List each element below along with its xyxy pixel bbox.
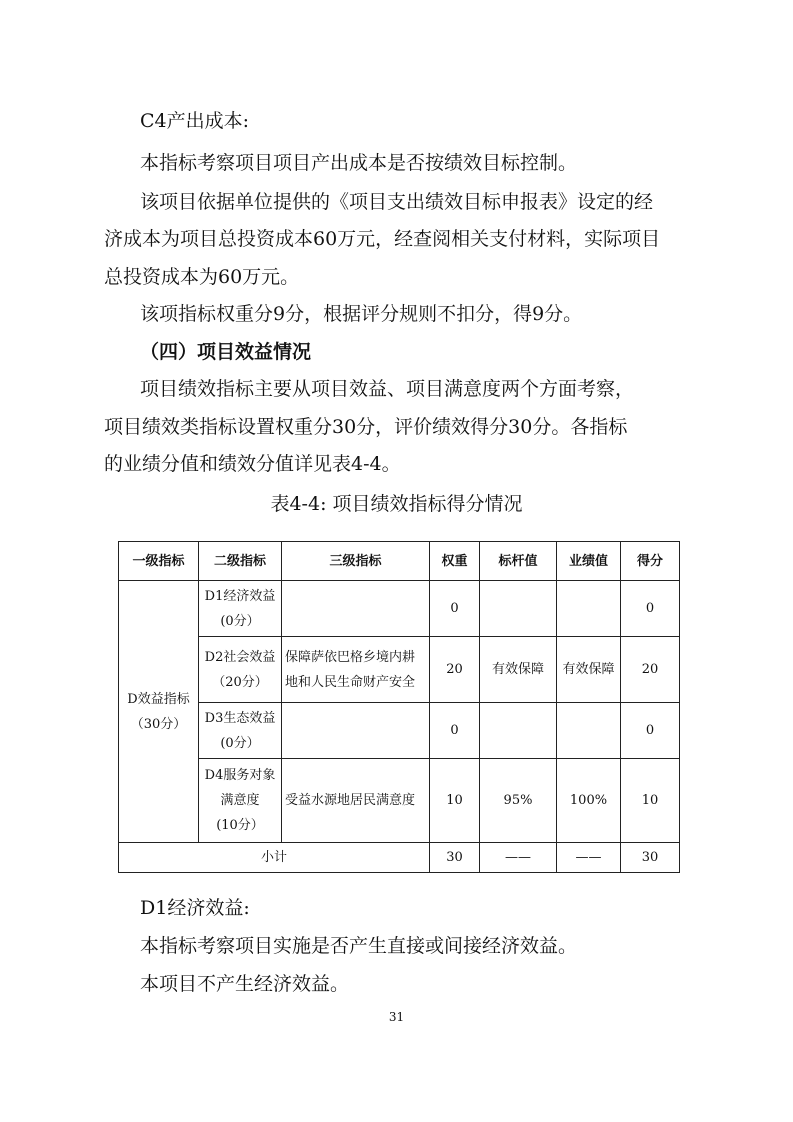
- level3-cell: 保障萨依巴格乡境内耕地和人民生命财产安全: [282, 637, 430, 703]
- header-weight: 权重: [430, 542, 480, 581]
- subtotal-row: [119, 843, 680, 873]
- section-intro-line-3: 的业绩分值和绩效分值详见表4-4。: [104, 453, 401, 475]
- level2-name: D1经济效益: [204, 588, 276, 604]
- weight-cell: 10: [430, 759, 480, 843]
- c4-title: C4产出成本:: [140, 110, 250, 132]
- c4-score: 该项指标权重分9分，根据评分规则不扣分，得9分。: [140, 303, 583, 325]
- level2-name: D4服务对象: [204, 768, 276, 783]
- target-cell: 有效保障: [480, 637, 557, 703]
- subtotal-weight: 30: [430, 843, 480, 873]
- score-cell: 20: [621, 637, 680, 703]
- level3-cell: [282, 703, 430, 759]
- actual-cell: [557, 703, 621, 759]
- level2-points-line2: (10分）: [216, 818, 264, 833]
- c4-detail-line-1: 该项目依据单位提供的《项目支出绩效目标申报表》设定的经: [140, 191, 654, 213]
- level1-name: D效益指标: [127, 691, 190, 707]
- table-caption: 表4-4: 项目绩效指标得分情况: [270, 493, 523, 515]
- target-cell: [480, 581, 557, 637]
- d1-description: 本指标考察项目实施是否产生直接或间接经济效益。: [140, 935, 578, 957]
- section-intro-line-2: 项目绩效类指标设置权重分30分，评价绩效得分30分。各指标: [104, 416, 628, 438]
- section-heading: （四）项目效益情况: [140, 341, 312, 363]
- performance-table: [118, 541, 680, 873]
- target-cell: 95%: [480, 759, 557, 843]
- c4-description: 本指标考察项目项目产出成本是否按绩效目标控制。: [140, 152, 578, 174]
- header-level1: 一级指标: [119, 542, 199, 581]
- level2-cell: [199, 637, 282, 703]
- score-cell: 0: [621, 703, 680, 759]
- table-row: [119, 637, 680, 703]
- table-row: [119, 581, 680, 637]
- page-number: 31: [388, 1010, 405, 1024]
- level3-cell: [282, 581, 430, 637]
- score-cell: 0: [621, 581, 680, 637]
- score-cell: 10: [621, 759, 680, 843]
- level2-points: (0分）: [220, 613, 260, 629]
- subtotal-score: 30: [621, 843, 680, 873]
- level2-points-line1: 满意度: [220, 793, 260, 808]
- target-cell: [480, 703, 557, 759]
- table-header-row: [119, 542, 680, 581]
- header-score: 得分: [621, 542, 680, 581]
- level2-cell: [199, 703, 282, 759]
- subtotal-label: 小计: [119, 843, 430, 873]
- level2-name: D2社会效益: [204, 649, 276, 665]
- weight-cell: 0: [430, 703, 480, 759]
- c4-detail-line-2: 济成本为项目总投资成本60万元，经查阅相关支付材料，实际项目: [104, 228, 661, 250]
- level2-cell: [199, 759, 282, 843]
- level1-points: （30分）: [130, 716, 187, 732]
- d1-result: 本项目不产生经济效益。: [140, 973, 350, 995]
- level2-cell: [199, 581, 282, 637]
- subtotal-target: ——: [480, 843, 557, 873]
- actual-cell: 有效保障: [557, 637, 621, 703]
- weight-cell: 20: [430, 637, 480, 703]
- table-row: [119, 703, 680, 759]
- level2-name: D3生态效益: [204, 710, 276, 726]
- level3-cell: 受益水源地居民满意度: [282, 759, 430, 843]
- subtotal-actual: ——: [557, 843, 621, 873]
- level2-points: (0分）: [220, 735, 260, 751]
- c4-detail-line-3: 总投资成本为60万元。: [104, 266, 300, 288]
- level2-points: （20分）: [212, 674, 268, 690]
- d1-title: D1经济效益:: [140, 897, 250, 919]
- actual-cell: [557, 581, 621, 637]
- table-row: [119, 759, 680, 843]
- header-actual: 业绩值: [557, 542, 621, 581]
- header-level2: 二级指标: [199, 542, 282, 581]
- section-intro-line-1: 项目绩效指标主要从项目效益、项目满意度两个方面考察，: [140, 378, 635, 400]
- header-target: 标杆值: [480, 542, 557, 581]
- level1-cell: [119, 581, 199, 843]
- weight-cell: 0: [430, 581, 480, 637]
- actual-cell: 100%: [557, 759, 621, 843]
- header-level3: 三级指标: [282, 542, 430, 581]
